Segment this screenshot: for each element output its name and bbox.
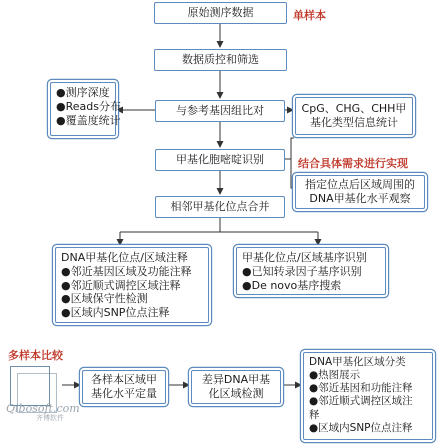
qc-filter-box (154, 49, 287, 71)
raw-sequencing-data-box (154, 2, 287, 24)
classification-item-3: ●邻近顺式调控区域注 (309, 395, 413, 408)
combine-needs-label: 结合具体需求进行实现 (298, 157, 408, 170)
watermark-text: Qibosoft.com (6, 402, 80, 415)
classification-item-4: ●区域内SNP位点注释 (309, 421, 413, 434)
classification-box (303, 352, 433, 440)
flanking-line2: DNA甲基化水平观察 (309, 192, 411, 205)
stat-coverage: ●覆盖度统计 (56, 113, 121, 127)
motif-box (236, 247, 386, 295)
alignment-label: 与参考基因组比对 (176, 104, 264, 118)
watermark-logo (6, 402, 80, 423)
merge-sites-box (155, 196, 285, 218)
annotation-item-2: ●邻近顺式调控区域注释 (61, 278, 181, 292)
annotation-item-3: ●区域保守性检测 (61, 292, 148, 306)
classification-item-3-cont: 释 (309, 408, 320, 421)
dmr-line1: 差异DNA甲基 (201, 373, 271, 387)
context-stats-box (295, 97, 413, 135)
multi-sample-label: 多样本比较 (8, 349, 63, 362)
qc-filter-label: 数据质控和筛选 (182, 53, 259, 67)
stat-depth: ●测序深度 (56, 86, 110, 99)
flanking-line1: 指定位点后区域周围的 (305, 178, 415, 192)
annotation-item-1: ●邻近基因区域及功能注释 (61, 264, 192, 278)
raw-sequencing-data-label: 原始测序数据 (187, 6, 254, 20)
annotation-title: DNA甲基化位点/区域注释 (61, 251, 188, 264)
context-stats-line1: CpG、CHG、CHH甲 (301, 102, 407, 116)
methyl-call-label: 甲基化胞嘧啶识别 (176, 153, 264, 167)
annotation-box (55, 247, 209, 323)
motif-item-1: ●已知转录因子基序识别 (242, 264, 362, 278)
flanking-region-box (295, 175, 425, 209)
alignment-box (155, 100, 285, 122)
logo-square-front (10, 366, 50, 406)
merge-sites-label: 相邻甲基化位点合并 (170, 200, 270, 214)
annotation-item-4: ●区域内SNP位点注释 (61, 306, 170, 319)
single-sample-label: 单样本 (293, 9, 326, 22)
quantify-line2: 基化水平定量 (91, 387, 157, 400)
classification-title: DNA甲基化区域分类 (309, 356, 406, 368)
motif-item-2: ●De novo基序搜索 (242, 278, 342, 292)
dmr-box (191, 370, 281, 404)
classification-item-2: ●邻近基因和功能注释 (309, 382, 413, 395)
stat-reads: ●Reads分布 (56, 99, 121, 113)
quantify-line1: 各样本区域甲 (91, 373, 157, 387)
classification-item-1: ●热图展示 (309, 369, 361, 382)
alignment-stats-box (50, 82, 121, 136)
context-stats-line2: 基化类型信息统计 (310, 116, 398, 129)
motif-title: 甲基化位点/区域基序识别 (242, 251, 367, 264)
dmr-line2: 化区域检测 (208, 387, 264, 400)
watermark-subtext: 齐博软件 (36, 414, 64, 422)
quantify-box (82, 370, 166, 404)
methyl-call-box (155, 149, 285, 171)
